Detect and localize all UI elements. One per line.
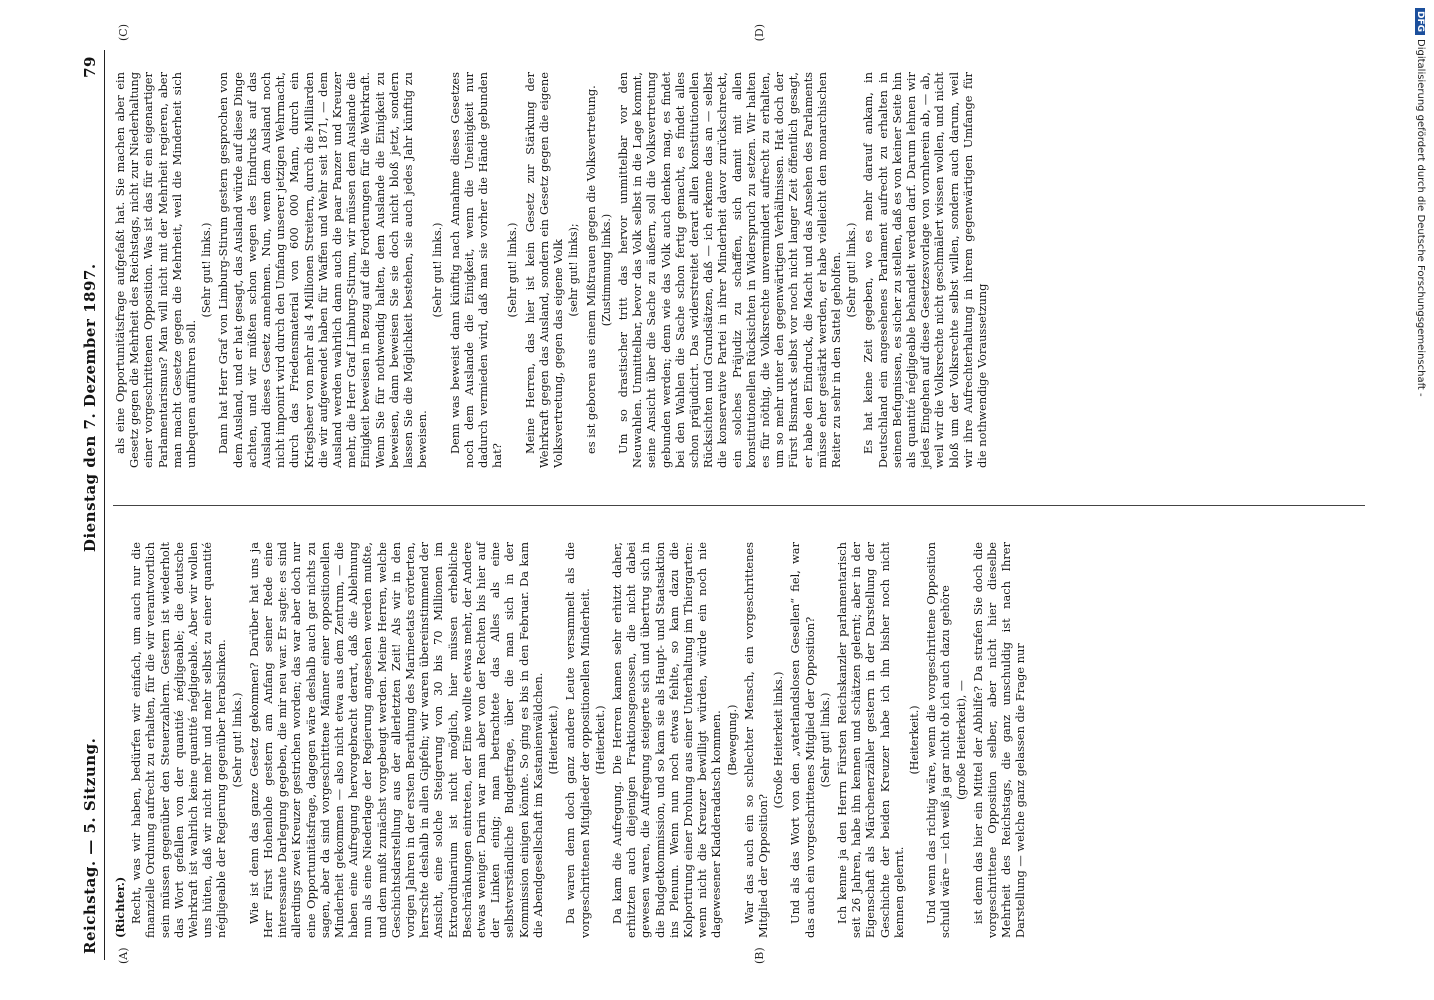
header-date: Dienstag den 7. Dezember 1897. [80,263,99,553]
interjection: (große Heiterkeit), — [954,680,968,800]
paragraph: Dann hat Herr Graf von Limburg-Stirum gestern gesprochen von dem Ausland, und er hat gesagt, das Ausland würde auf diese Dinge achten, und wir müßten schon wegen des Eindrucks auf das Ausland dieses Gesetz annehmen. Nun, wenn dem Ausland noch nicht imponirt wird durch den Umfang unserer jetzigen Wehrmacht, durch das Friedensmaterial von 600 000 Mann, durch ein Kriegsheer von mehr als 4 Millionen Streitern, durch die Milliarden die wir aufgewendet haben für Waffen und Wehr seit 1871, — dem Ausland werden wahrlich dann auch die paar Panzer und Kreuzer mehr, die Herr Graf Limburg-Stirum, wir müssen dem Auslande die Einigkeit beweisen in Bezug auf die Forderungen für die Wehrkraft. Wenn Sie für nothwendig halten, dem Auslande die Einigkeit zu beweisen, dann beweisen Sie sie doch nicht bloß jetzt, sondern lassen Sie die Möglichkeit bestehen, sie auch jedes Jahr künftig zu beweisen. [216,72,430,468]
speaker-label: (Richter.) [113,876,127,938]
interjection: (Sehr gut! links.) [200,222,214,318]
paragraph: Meine Herren, das hier ist kein Gesetz zur Stärkung der Wehrkraft gegen das Ausland, sondern ein Gesetz gegen die eigene Volksvertretung, gegen das eigene Volk [522,72,566,468]
dfg-logo: DFG [1415,8,1425,35]
interjection: (Sehr gut! links.) [506,222,520,318]
paragraph: Recht, was wir haben, bedürfen wir einfach, um auch nur die finanzielle Ordnung aufrecht zu erhalten, für die wir verantwortlich sein müssen gegenüber den Steuerzahlern. Gestern ist wiederholt das Wort gefallen von der quantité négligeable; die deutsche Wehrkraft ist wahrlich keine quantité négligeable. Aber wir wollen uns hüten, daß wir nicht mehr und mehr selbst zu einer quantité négligeable der Regierung gegenüber herabsinken. [129,542,229,938]
dfg-watermark [1402,8,1432,988]
right-column [113,24,1365,490]
paragraph: Ich kenne ja den Herrn Fürsten Reichskanzler parlamentarisch seit 26 Jahren, habe ihn kennen und schätzen gelernt; aber in der Eigenschaft als Märchenerzähler gestern in der Darstellung der Geschichte der beiden Kreuzer habe ich ihn bisher noch nicht kennen gelernt. [834,542,906,938]
paragraph: als eine Opportunitätsfrage aufgefaßt hat. Sie machen aber ein Gesetz gegen die Mehrheit des Reichstags, nicht zur Niederhaltung einer vorgeschrittenen Opposition. Was ist das für ein eigenartiger Parlamentarismus? Man will nicht mit der Mehrheit regieren, aber man macht Gesetze gegen die Mehrheit, weil die Minderheit sich unbequem aufführen soll. [113,72,199,468]
paragraph: War das auch ein so schlechter Mensch, ein vorgeschrittenes Mitglied der Opposition? [741,542,770,938]
text-columns [113,24,1365,964]
paragraph: Da kam die Aufregung. Die Herren kamen sehr erhitzt daher, erhitzten auch diejenigen Fraktionsgenossen, die nicht dabei gewesen waren, die Aufregung steigerte sich und übertrug sich in die Budgetkommission, und so kam sie als Haupt- und Staatsaktion ins Plenum. Wenn nun noch etwas fehlte, so kam dazu die Kolportirung einer Drohung aus einer Unterhaltung im Thiergarten: wenn nicht die Kreuzer bewilligt würden, würde ein noch nie dagewesener Kladderadatsch kommen. [609,542,724,938]
watermark-text: Digitalisierung gefördert durch die Deutsche Forschungsgemeinschaft - [1415,39,1426,397]
left-column [113,520,1365,964]
interjection: (Zustimmung links.) [599,213,613,327]
paragraph: Da waren denn doch ganz andere Leute versammelt als die vorgeschrittenen Mitglieder der oppositionellen Minderheit. [563,542,592,938]
header-left: Reichstag. — 5. Sitzung. [80,737,99,954]
interjection: (Sehr gut! links.) [845,222,859,318]
paragraph: Um so drastischer tritt das hervor unmittelbar vor den Neuwahlen. Unmittelbar, bevor das Volk selbst in die Lage kommt, seine Ansicht über die Sache zu äußern, soll die Volksvertretung gebunden werden; denn wie das Volk auch denken mag, es findet bei den Wahlen die Sache schon fertig gemacht, es findet alles schon präjudicirt. Das widerstreitet derart allen konstitutionellen Rücksichten und Grundsätzen, daß — ich erkenne das an — selbst die konservative Partei in ihrer Minderheit davor zurückschreckt, ein solches Präjudiz zu schaffen, sich damit mit allen konstitutionellen Rücksichten in Widerspruch zu setzen. Wir halten es für nöthig, die Volksrechte unvermindert aufrecht zu erhalten, um so mehr unter den gegenwärtigen Verhältnissen. Hat doch der Fürst Bismarck selbst vor noch nicht langer Zeit öffentlich gesagt, er habe den Eindruck, die Macht und das Ansehen des Parlaments müsse eher gestärkt werden, er habe vielleicht den monarchischen Reiter zu sehr in den Sattel geholfen. [615,72,843,468]
column-divider [113,490,1365,520]
interjection: (Bewegung.) [725,704,739,776]
paragraph: Und als das Wort von den „vaterlandslosen Gesellen“ fiel, war das auch ein vorgeschrittenes Mitglied der Opposition? [788,542,817,938]
paragraph: Wie ist denn das ganze Gesetz gekommen? Darüber hat uns ja Herr Fürst Hohenlohe gestern am Anfang seiner Rede eine interessante Darlegung gegeben, die mir neu war. Er sagte: es sind allerdings zwei Kreuzer gestrichen worden; das war aber doch nur eine Opportunitätsfrage, dagegen wäre deshalb auch gar nichts zu sagen, aber da sind vorgeschrittene Männer einer oppositionellen Minderheit gekommen — also nicht etwa aus dem Zentrum, — die haben eine Aufregung hervorgebracht derart, daß die Ablehnung nun als eine Niederlage der Regierung angesehen werden mußte, und dem mußt zunächst vorgebeugt werden. Meine Herren, welche Geschichtsdarstellung aus der allerletzten Zeit! Als wir in den vorigen Jahren in der ersten Berathung des Marineetats erörterten, herrschte deshalb in allen Gipfeln; wir waren übereinstimmend der Ansicht, eine solche Steigerung von 30 bis 70 Millionen im Extraordinarium ist nicht möglich, hier müssen erhebliche Beschränkungen eintreten, der Eine wollte etwas mehr, der Andere etwas weniger. Darin war man aber von der Rechten bis hier auf der Linken einig; man betrachtete das Alles als eine selbstverständliche Budgetfrage, über die man sich in der Kommission einigen könnte. So ging es bis in den Februar. Da kam die Abendgesellschaft im Kastanienwäldchen. [246,542,545,938]
interjection: (Heiterkeit.) [593,705,607,775]
interjection: (Große Heiterkeit links.) [772,671,786,809]
paragraph: Und wenn das richtig wäre, wenn die vorgeschrittene Opposition schuld wäre — ich weiß ja gar nicht ob ich auch dazu gehöre [924,542,953,938]
interjection: (Sehr gut! links.) [818,692,832,788]
paragraph: es ist geboren aus einem Mißtrauen gegen die Volksvertretung. [583,85,598,454]
interjection: (Sehr gut! links.) [431,222,445,318]
margin-marker-b: (B) [753,947,766,964]
paragraph: Denn was beweist dann künftig nach Annahme dieses Gesetzes noch dem Auslande die Einigkeit, wenn die Uneinigkeit nur dadurch vermieden wird, daß man sie vorher die Hände gebunden hat? [447,72,505,468]
running-head [75,50,105,960]
interjection: (Heiterkeit.) [547,705,561,775]
interjection: (Sehr gut! links.) [230,692,244,788]
margin-marker-c: (C) [117,24,130,41]
paragraph: Es hat keine Zeit gegeben, wo es mehr darauf ankam, in Deutschland ein angesehenes Parlament aufrecht zu erhalten in seinen Befugnissen, es sicher zu stellen, daß es von keiner Seite hin als quantité négligeable behandelt werden darf. Darum lehnen wir jedes Eingehen auf diese Gesetzesvorlage von vornherein ab, — ab, weil wir die Volksrechte nicht geschmälert wissen wollen, und nicht bloß um der Volksrechte selbst willen, sondern auch darum, weil wir ihre Aufrechterhaltung in ihrem gegenwärtigen Umfange für die nothwendige Voraussetzung [861,72,989,468]
interjection: (Heiterkeit.) [907,705,921,775]
rotated-newspaper-page [75,24,1365,964]
page-number: 79 [80,56,99,78]
interjection: (sehr gut! links); [567,223,581,317]
paragraph: ist denn das hier ein Mittel der Abhilfe? Da strafen Sie doch die vorgeschrittene Opposition selber, aber nicht hier dieselbe Mehrheit des Reichstags, die ganz unschuldig ist nach Ihrer Darstellung — welche ganz gelassen die Frage nur [970,542,1028,938]
margin-marker-a: (A) [117,947,130,964]
margin-marker-d: (D) [753,24,766,42]
